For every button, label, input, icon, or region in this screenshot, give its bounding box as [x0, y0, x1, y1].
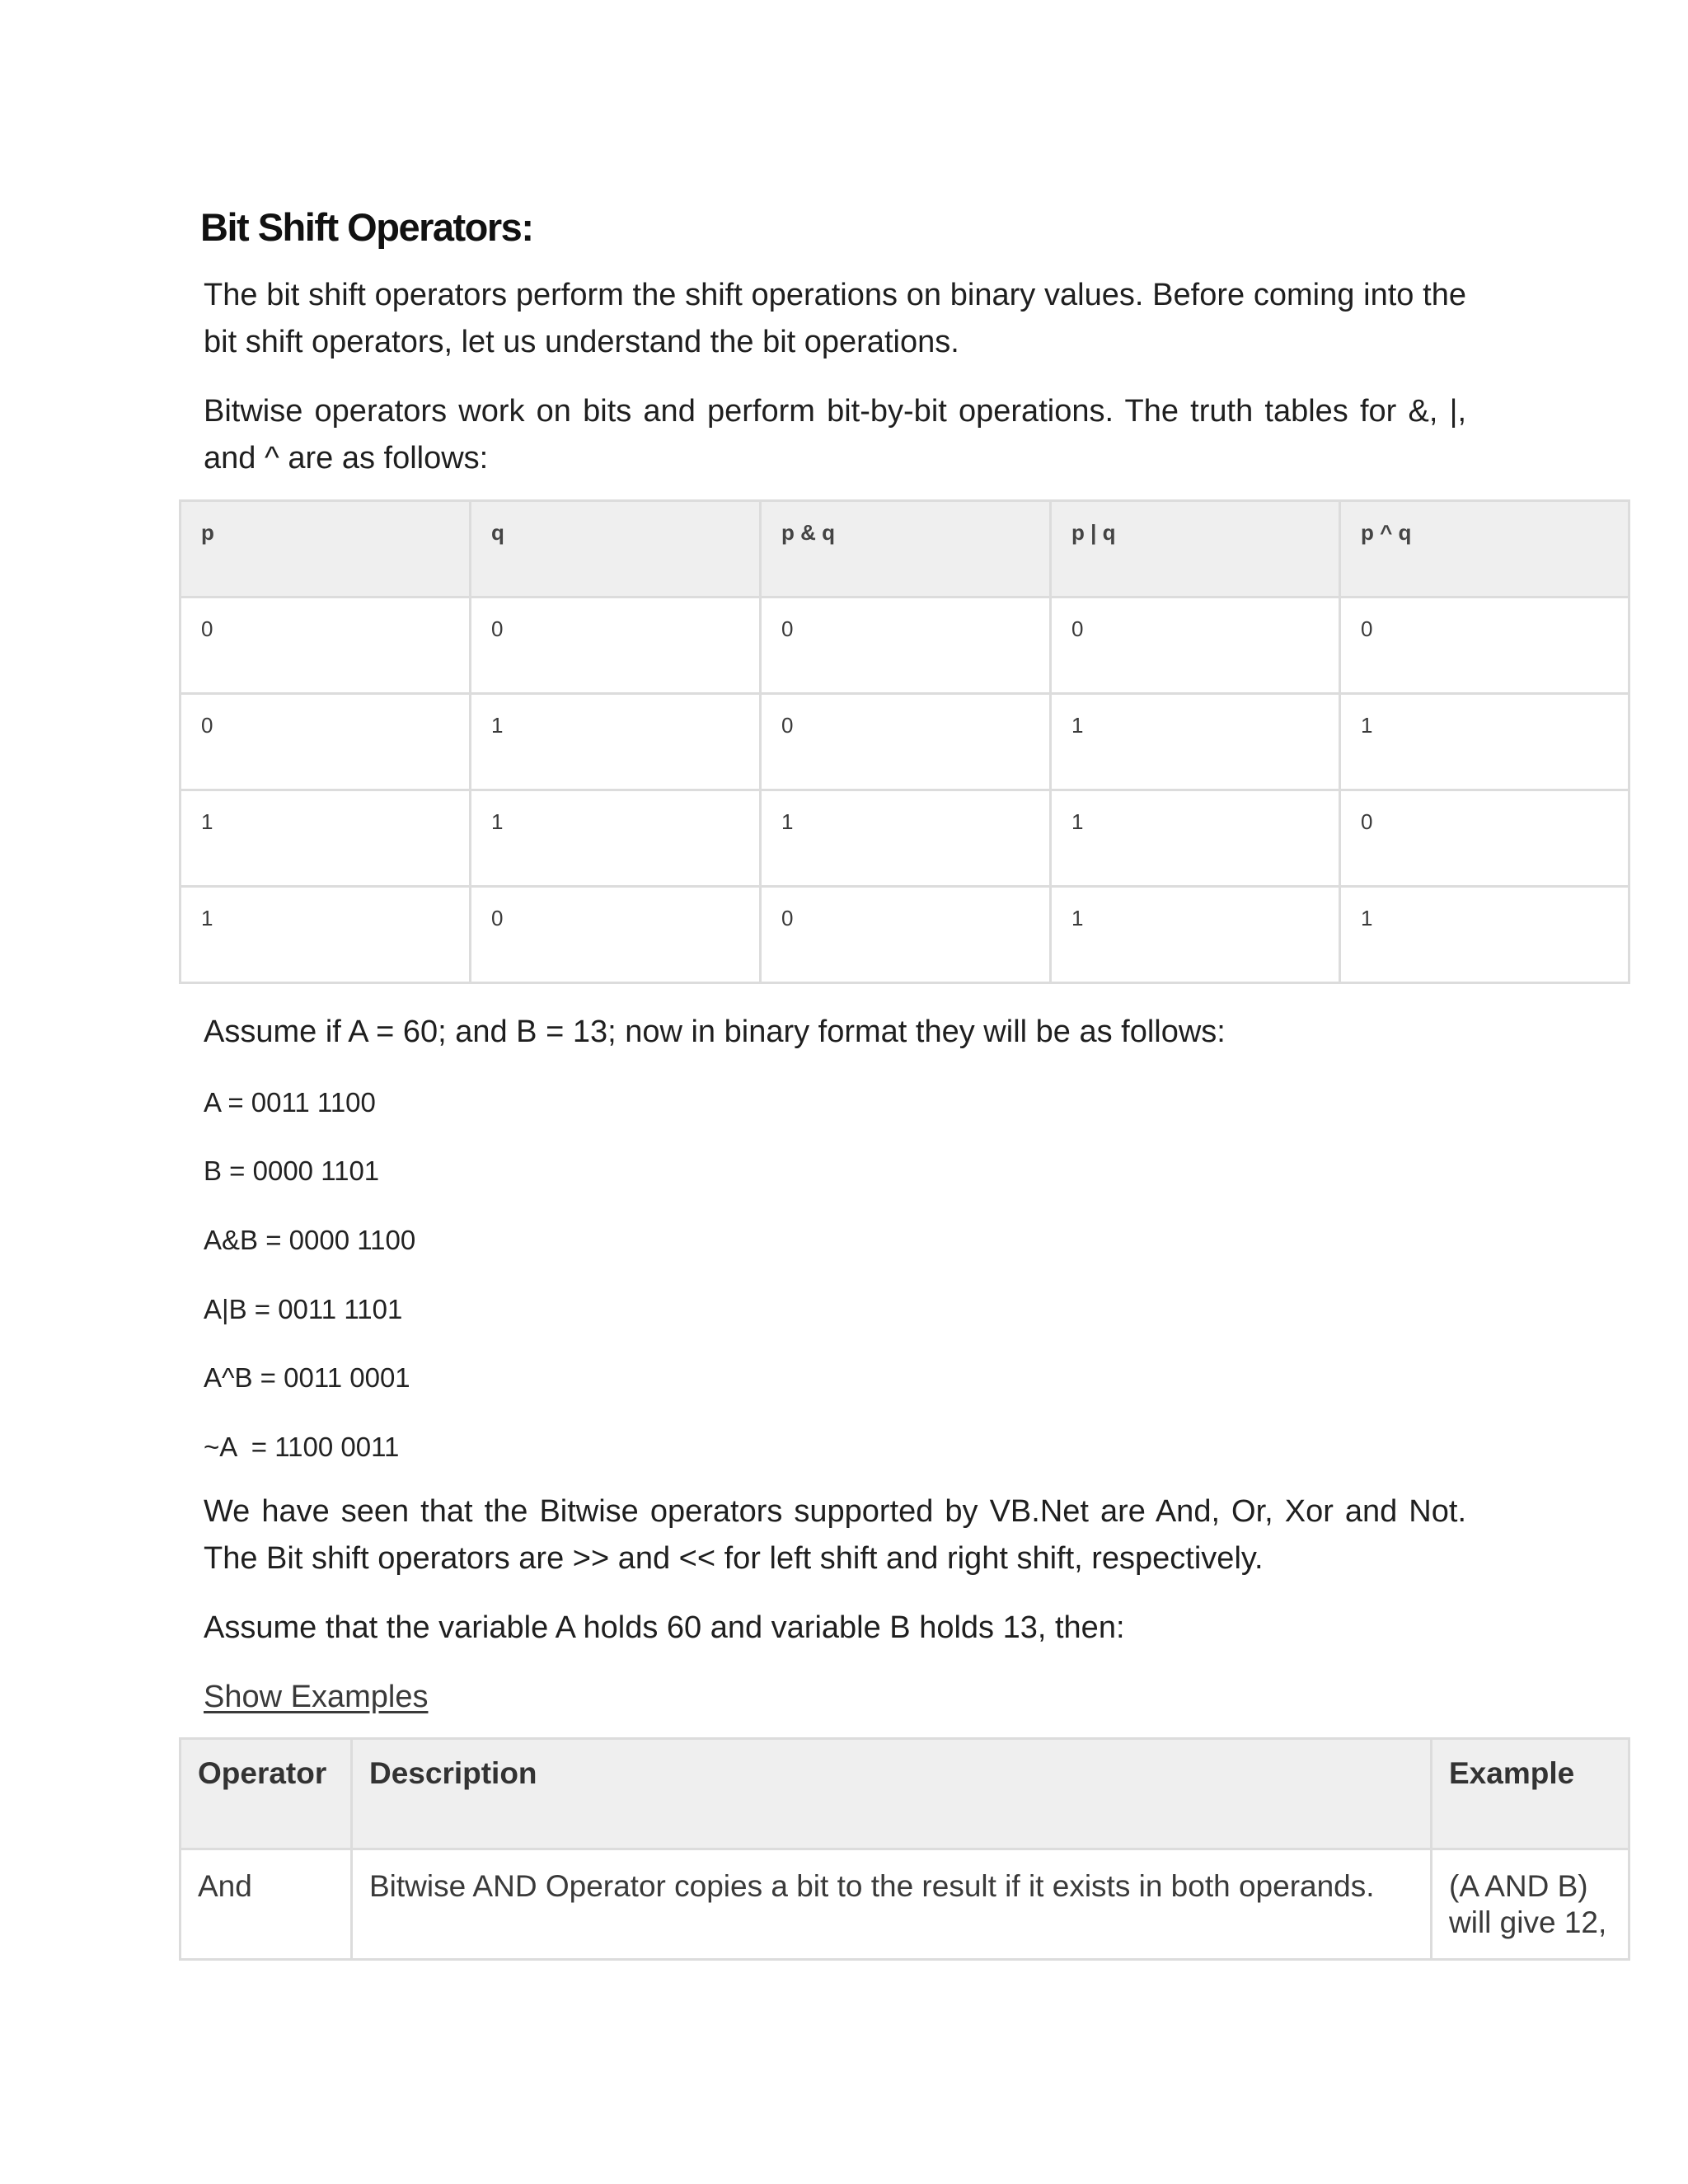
description-header: Description: [352, 1739, 1432, 1849]
table-row: [181, 1849, 1629, 1960]
table-cell: 1: [1051, 887, 1340, 983]
example-cell: (A AND B) will give 12,: [1432, 1849, 1629, 1960]
truth-header-or: p | q: [1051, 501, 1340, 598]
binary-line-a: A = 0011 1100: [204, 1087, 376, 1118]
operator-table: [179, 1737, 1630, 1961]
example-header: Example: [1432, 1739, 1629, 1849]
table-cell: 0: [1051, 598, 1340, 694]
operator-table-header-row: [181, 1739, 1629, 1849]
truth-table-header-row: [181, 501, 1629, 598]
table-row: [181, 887, 1629, 983]
table-cell: 0: [471, 598, 761, 694]
binary-line-and: A&B = 0000 1100: [204, 1225, 416, 1255]
table-cell: 1: [471, 694, 761, 790]
table-cell: 0: [761, 598, 1051, 694]
table-cell: 0: [761, 887, 1051, 983]
table-cell: 1: [1051, 694, 1340, 790]
truth-header-and: p & q: [761, 501, 1051, 598]
show-examples-link[interactable]: Show Examples: [204, 1680, 429, 1714]
table-cell: 1: [761, 790, 1051, 887]
table-cell: 1: [1340, 887, 1629, 983]
table-cell: 0: [761, 694, 1051, 790]
operator-cell: And: [181, 1849, 352, 1960]
table-cell: 0: [471, 887, 761, 983]
table-cell: 0: [1340, 598, 1629, 694]
intro-paragraph-2: Bitwise operators work on bits and perform bit-by-bit operations. The truth tables for &, |, and ^ are as follows:: [204, 394, 1466, 476]
table-cell: 1: [1340, 694, 1629, 790]
bitwise-summary-paragraph: We have seen that the Bitwise operators supported by VB.Net are And, Or, Xor and Not. The Bit shift operators are >> and << for left shift and right shift, respectively.: [204, 1494, 1466, 1576]
table-cell: 1: [471, 790, 761, 887]
description-cell: Bitwise AND Operator copies a bit to the result if it exists in both operands.: [352, 1849, 1432, 1960]
truth-table: [179, 499, 1630, 984]
binary-line-b: B = 0000 1101: [204, 1155, 380, 1186]
table-cell: 1: [181, 887, 471, 983]
section-title: Bit Shift Operators:: [200, 205, 533, 249]
table-row: [181, 598, 1629, 694]
binary-line-not: ~A = 1100 0011: [204, 1432, 400, 1462]
binary-line-xor: A^B = 0011 0001: [204, 1362, 410, 1393]
variable-assumption-paragraph: Assume that the variable A holds 60 and variable B holds 13, then:: [204, 1610, 1125, 1645]
binary-line-or: A|B = 0011 1101: [204, 1294, 403, 1324]
assume-paragraph: Assume if A = 60; and B = 13; now in binary format they will be as follows:: [204, 1015, 1226, 1049]
intro-paragraph-1: The bit shift operators perform the shift operations on binary values. Before coming into the bit shift operators, let us understand the bit operations.: [204, 278, 1466, 359]
table-row: [181, 790, 1629, 887]
truth-header-xor: p ^ q: [1340, 501, 1629, 598]
table-cell: 1: [181, 790, 471, 887]
table-cell: 1: [1051, 790, 1340, 887]
truth-header-p: p: [181, 501, 471, 598]
table-row: [181, 694, 1629, 790]
operator-header: Operator: [181, 1739, 352, 1849]
truth-header-q: q: [471, 501, 761, 598]
table-cell: 0: [181, 598, 471, 694]
table-cell: 0: [1340, 790, 1629, 887]
table-cell: 0: [181, 694, 471, 790]
